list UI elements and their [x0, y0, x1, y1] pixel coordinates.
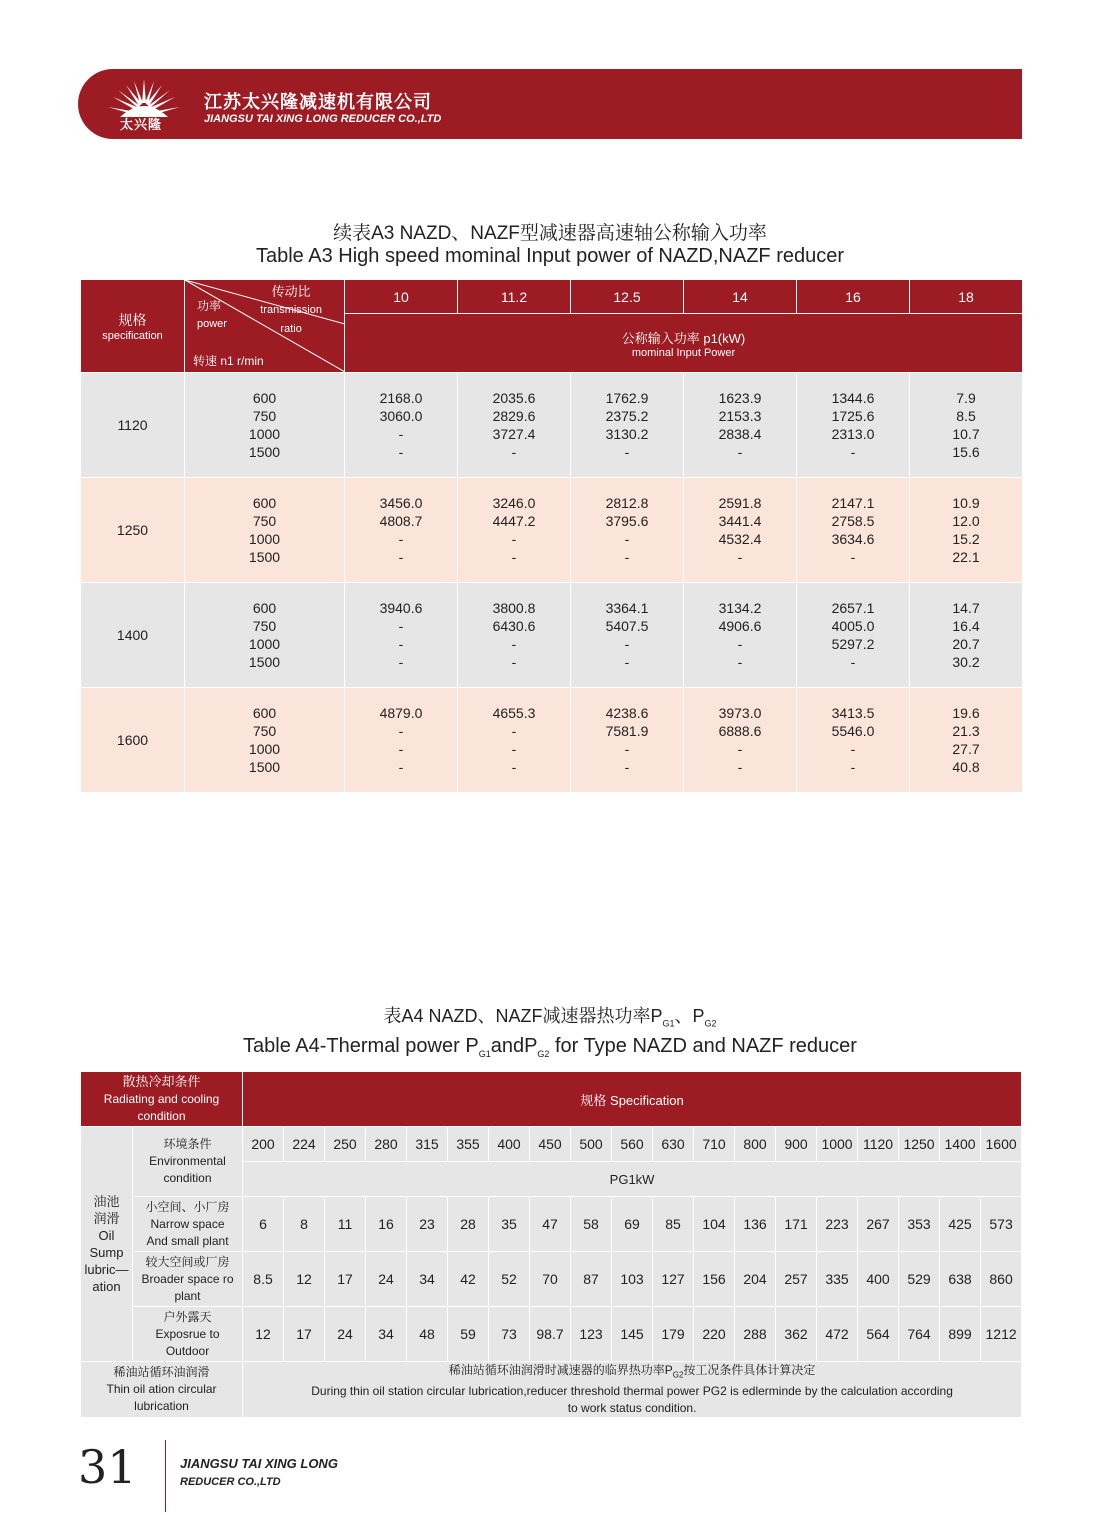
thermal-value-cell: 59 — [448, 1307, 489, 1362]
speed-cell: 600 750 1000 1500 — [185, 373, 345, 478]
thermal-value-cell: 156 — [694, 1252, 735, 1307]
thermal-value-cell: 145 — [612, 1307, 653, 1362]
thermal-value-cell: 127 — [653, 1252, 694, 1307]
thermal-value-cell: 400 — [858, 1252, 899, 1307]
cooling-header-cn: 散热冷却条件 — [122, 1074, 201, 1089]
footer-divider — [165, 1440, 166, 1512]
power-value-cell: 10.9 12.0 15.2 22.1 — [910, 478, 1023, 583]
title-cn-sub: G2 — [704, 1018, 717, 1029]
thin-oil-label: 稀油站循环油润滑 Thin oil ation circular lubrication — [81, 1362, 243, 1418]
power-value-cell: 3134.2 4906.6 - - — [684, 583, 797, 688]
size-cell: 800 — [735, 1127, 776, 1162]
size-cell: 710 — [694, 1127, 735, 1162]
size-cell: 1600 — [981, 1127, 1022, 1162]
thermal-value-cell: 136 — [735, 1197, 776, 1252]
ratio-label-en2: ratio — [280, 323, 302, 335]
thermal-value-cell: 85 — [653, 1197, 694, 1252]
spec-header-cn: 规格 — [118, 312, 147, 328]
power-value-cell: 7.9 8.5 10.7 15.6 — [910, 373, 1023, 478]
size-cell: 450 — [530, 1127, 571, 1162]
thermal-value-cell: 73 — [489, 1307, 530, 1362]
size-cell: 200 — [243, 1127, 284, 1162]
size-cell: 630 — [653, 1127, 694, 1162]
power-label-en: power — [197, 318, 227, 330]
footer-company-line2: REDUCER CO.,LTD — [180, 1476, 281, 1488]
thermal-value-cell: 87 — [571, 1252, 612, 1307]
table-a4 — [80, 1071, 1022, 1418]
thermal-value-cell: 638 — [940, 1252, 981, 1307]
thermal-value-cell: 123 — [571, 1307, 612, 1362]
power-value-cell: 14.7 16.4 20.7 30.2 — [910, 583, 1023, 688]
power-value-cell: 1623.9 2153.3 2838.4 - — [684, 373, 797, 478]
thermal-value-cell: 70 — [530, 1252, 571, 1307]
logo-text: 太兴隆 — [120, 118, 163, 133]
power-value-cell: 4655.3 - - - — [458, 688, 571, 793]
title-cn-sub: G1 — [662, 1018, 675, 1029]
condition-label: 较大空间或厂房 Broader space ro plant — [133, 1252, 243, 1307]
thermal-value-cell: 47 — [530, 1197, 571, 1252]
cooling-header-en2: condition — [137, 1109, 186, 1123]
power-value-cell: 2168.0 3060.0 - - — [345, 373, 458, 478]
power-value-cell: 1344.6 1725.6 2313.0 - — [797, 373, 910, 478]
spec-cell: 1120 — [81, 373, 185, 478]
size-cell: 1120 — [858, 1127, 899, 1162]
ratio-header-cell: 18 — [910, 280, 1023, 314]
thermal-value-cell: 267 — [858, 1197, 899, 1252]
size-cell: 1400 — [940, 1127, 981, 1162]
power-value-cell: 3364.1 5407.5 - - — [571, 583, 684, 688]
thermal-value-cell: 42 — [448, 1252, 489, 1307]
ratio-header-cell: 16 — [797, 280, 910, 314]
thermal-value-cell: 472 — [817, 1307, 858, 1362]
company-name-cn: 江苏太兴隆减速机有限公司 — [204, 92, 432, 113]
thermal-value-cell: 353 — [899, 1197, 940, 1252]
ratio-label-en1: transmission — [260, 304, 322, 316]
thermal-value-cell: 223 — [817, 1197, 858, 1252]
thermal-value-cell: 34 — [366, 1307, 407, 1362]
spec-header-en: specification — [102, 330, 163, 342]
table-row — [81, 1197, 1022, 1252]
ratio-header-cell: 12.5 — [571, 280, 684, 314]
thermal-value-cell: 8.5 — [243, 1252, 284, 1307]
thermal-value-cell: 12 — [284, 1252, 325, 1307]
thermal-value-cell: 564 — [858, 1307, 899, 1362]
size-cell: 280 — [366, 1127, 407, 1162]
condition-label: 户外露天 Exposrue to Outdoor — [133, 1307, 243, 1362]
size-cell: 900 — [776, 1127, 817, 1162]
thermal-value-cell: 6 — [243, 1197, 284, 1252]
table-row — [81, 688, 1023, 793]
power-value-cell: 3940.6 - - - — [345, 583, 458, 688]
power-value-cell: 2035.6 2829.6 3727.4 - — [458, 373, 571, 478]
title-en-part: Table A4-Thermal power P — [243, 1035, 479, 1057]
thermal-value-cell: 11 — [325, 1197, 366, 1252]
thermal-value-cell: 220 — [694, 1307, 735, 1362]
power-value-cell: 1762.9 2375.2 3130.2 - — [571, 373, 684, 478]
table-row — [81, 373, 1023, 478]
thermal-value-cell: 257 — [776, 1252, 817, 1307]
title-cn-part: 、P — [674, 1006, 705, 1026]
thermal-value-cell: 34 — [407, 1252, 448, 1307]
spec-header — [81, 280, 185, 373]
condition-label: 小空间、小厂房 Narrow space And small plant — [133, 1197, 243, 1252]
power-value-cell: 19.6 21.3 27.7 40.8 — [910, 688, 1023, 793]
thermal-value-cell: 179 — [653, 1307, 694, 1362]
table-row — [81, 1307, 1022, 1362]
thermal-value-cell: 104 — [694, 1197, 735, 1252]
size-cell: 1000 — [817, 1127, 858, 1162]
power-value-cell: 2147.1 2758.5 3634.6 - — [797, 478, 910, 583]
power-value-cell: 3413.5 5546.0 - - — [797, 688, 910, 793]
title-cn-part: 表A4 NAZD、NAZF减速器热功率P — [383, 1006, 663, 1026]
thermal-value-cell: 529 — [899, 1252, 940, 1307]
thermal-value-cell: 573 — [981, 1197, 1022, 1252]
ratio-label-cn: 传动比 — [271, 284, 311, 299]
input-power-cn: 公称输入功率 p1(kW) — [621, 330, 746, 346]
page-number: 31 — [78, 1440, 137, 1494]
title-en-sub: G1 — [478, 1049, 491, 1059]
thermal-value-cell: 288 — [735, 1307, 776, 1362]
size-cell: 560 — [612, 1127, 653, 1162]
company-name-en: JIANGSU TAI XING LONG REDUCER CO.,LTD — [204, 113, 442, 125]
thermal-value-cell: 98.7 — [530, 1307, 571, 1362]
thermal-value-cell: 171 — [776, 1197, 817, 1252]
power-value-cell: 4238.6 7581.9 - - — [571, 688, 684, 793]
thermal-value-cell: 204 — [735, 1252, 776, 1307]
size-cell: 224 — [284, 1127, 325, 1162]
thermal-value-cell: 23 — [407, 1197, 448, 1252]
thermal-value-cell: 24 — [366, 1252, 407, 1307]
thermal-value-cell: 764 — [899, 1307, 940, 1362]
thermal-value-cell: 58 — [571, 1197, 612, 1252]
ratio-label — [260, 283, 322, 338]
size-cell: 1250 — [899, 1127, 940, 1162]
speed-cell: 600 750 1000 1500 — [185, 688, 345, 793]
sizes-row — [81, 1127, 1022, 1162]
table-a3-title-en: Table A3 High speed mominal Input power of NAZD,NAZF reducer — [255, 245, 845, 267]
title-en-sub: G2 — [537, 1049, 550, 1059]
oil-sump-label: 油池 润滑 Oil Sump lubric— ation — [81, 1127, 133, 1362]
thermal-value-cell: 35 — [489, 1197, 530, 1252]
title-en-part: andP — [490, 1035, 538, 1057]
table-row — [81, 478, 1023, 583]
speed-cell: 600 750 1000 1500 — [185, 478, 345, 583]
speed-cell: 600 750 1000 1500 — [185, 583, 345, 688]
cooling-header-en1: Radiating and cooling — [103, 1092, 220, 1106]
thermal-value-cell: 17 — [284, 1307, 325, 1362]
table-a3 — [80, 279, 1023, 793]
power-value-cell: 3456.0 4808.7 - - — [345, 478, 458, 583]
size-cell: 250 — [325, 1127, 366, 1162]
size-cell: 355 — [448, 1127, 489, 1162]
power-label — [197, 298, 227, 333]
thermal-value-cell: 24 — [325, 1307, 366, 1362]
environment-header: 环境条件 Environmental condition — [133, 1127, 243, 1197]
size-cell: 315 — [407, 1127, 448, 1162]
input-power-header — [345, 314, 1023, 373]
thermal-value-cell: 69 — [612, 1197, 653, 1252]
power-value-cell: 2657.1 4005.0 5297.2 - — [797, 583, 910, 688]
thermal-value-cell: 16 — [366, 1197, 407, 1252]
footer-company-line1: JIANGSU TAI XING LONG — [180, 1456, 338, 1471]
thermal-value-cell: 28 — [448, 1197, 489, 1252]
thermal-value-cell: 860 — [981, 1252, 1022, 1307]
thermal-value-cell: 103 — [612, 1252, 653, 1307]
thermal-value-cell: 1212 — [981, 1307, 1022, 1362]
thermal-value-cell: 335 — [817, 1252, 858, 1307]
table-a4-title-en — [0, 1035, 1100, 1059]
power-value-cell: 2591.8 3441.4 4532.4 - — [684, 478, 797, 583]
spec-cell: 1600 — [81, 688, 185, 793]
thermal-value-cell: 425 — [940, 1197, 981, 1252]
power-value-cell: 3800.8 6430.6 - - — [458, 583, 571, 688]
power-value-cell: 3973.0 6888.6 - - — [684, 688, 797, 793]
power-value-cell: 3246.0 4447.2 - - — [458, 478, 571, 583]
input-power-en: mominal Input Power — [631, 346, 736, 359]
thermal-value-cell: 8 — [284, 1197, 325, 1252]
size-cell: 400 — [489, 1127, 530, 1162]
table-row — [81, 1252, 1022, 1307]
thermal-value-cell: 52 — [489, 1252, 530, 1307]
speed-label: 转速 n1 r/min — [193, 354, 264, 368]
spec-cell: 1250 — [81, 478, 185, 583]
thermal-value-cell: 48 — [407, 1307, 448, 1362]
cooling-header — [81, 1072, 243, 1127]
table-a3-title-cn: 续表A3 NAZD、NAZF型减速器高速轴公称输入功率 — [333, 223, 767, 244]
specification-header: 规格 Specification — [243, 1072, 1022, 1127]
thin-oil-row — [81, 1362, 1022, 1418]
table-row — [81, 583, 1023, 688]
ratio-header-cell: 11.2 — [458, 280, 571, 314]
thermal-value-cell: 12 — [243, 1307, 284, 1362]
table-a4-title-cn — [0, 1002, 1100, 1029]
thermal-value-cell: 362 — [776, 1307, 817, 1362]
thin-oil-note: 稀油站循环油润滑时减速器的临界热功率$P_{G2}$按工况条件具体计算决定 During thin oil station circular lubrication,reducer threshold thermal power PG2 is edlerminde by the calculation according to work status condition. — [243, 1362, 1022, 1418]
diagonal-header — [185, 280, 345, 373]
title-en-part: for Type NAZD and NAZF reducer — [549, 1035, 857, 1057]
ratio-header-cell: 14 — [684, 280, 797, 314]
thermal-value-cell: 17 — [325, 1252, 366, 1307]
power-label-cn: 功率 — [197, 299, 222, 313]
power-value-cell: 4879.0 - - - — [345, 688, 458, 793]
ratio-header-cell: 10 — [345, 280, 458, 314]
pg1-unit: PG1kW — [243, 1162, 1022, 1197]
size-cell: 500 — [571, 1127, 612, 1162]
power-value-cell: 2812.8 3795.6 - - — [571, 478, 684, 583]
thermal-value-cell: 899 — [940, 1307, 981, 1362]
spec-cell: 1400 — [81, 583, 185, 688]
